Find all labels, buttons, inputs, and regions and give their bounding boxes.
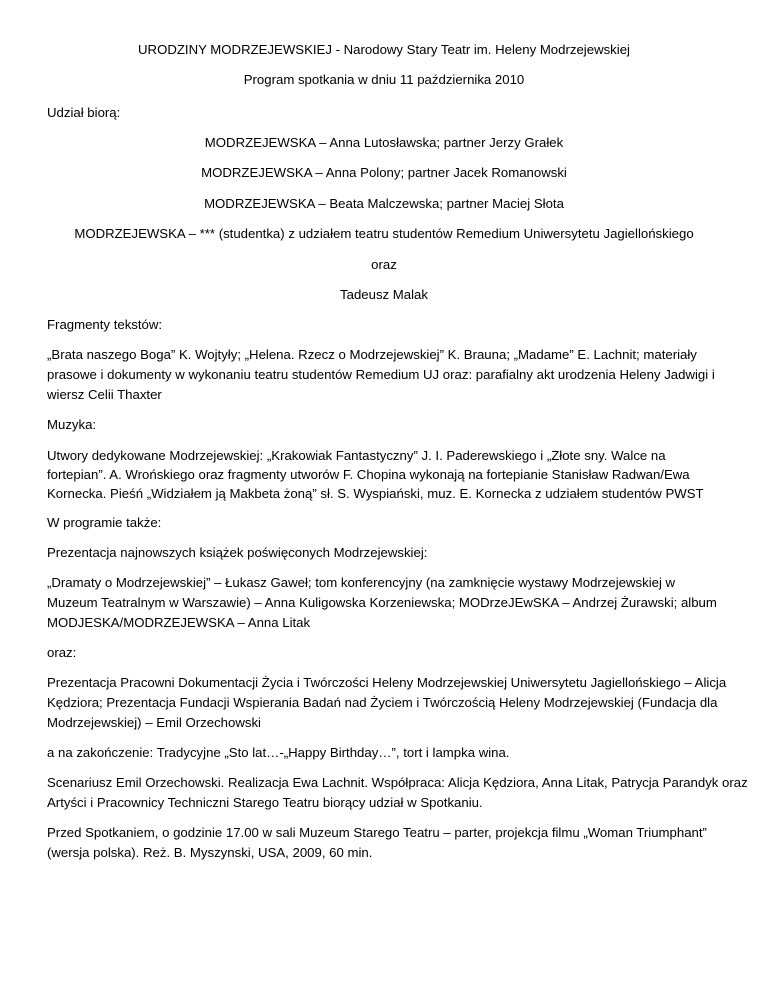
participant-oraz: oraz	[371, 257, 397, 272]
music-line: Utwory dedykowane Modrzejewskiej: „Krakowiak Fantastyczny” J. I. Paderewskiego i „Złote sny. Walce na	[47, 448, 666, 463]
screening-line: Przed Spotkaniem, o godzinie 17.00 w sali Muzeum Starego Teatru – parter, projekcja filmu „Woman Triumphant”	[47, 825, 707, 840]
oraz-label: oraz:	[47, 645, 77, 660]
presentation-line: Modrzejewskiej) – Emil Orzechowski	[47, 715, 261, 730]
books-heading: Prezentacja najnowszych książek poświęconych Modrzejewskiej:	[47, 545, 428, 560]
credits-line: Artyści i Pracownicy Techniczni Starego Teatru biorący udział w Spotkaniu.	[47, 795, 483, 810]
document-subtitle: Program spotkania w dniu 11 października 2010	[243, 72, 525, 87]
participant-line: MODRZEJEWSKA – *** (studentka) z udziałem teatru studentów Remedium Uniwersytetu Jagiellońskiego	[74, 226, 694, 241]
presentation-line: Kędziora; Prezentacja Fundacji Wspierania Badań nad Życiem i Twórczością Heleny Modrzejewskiej (Fundacja dla	[47, 695, 718, 710]
also-heading: W programie także:	[47, 515, 162, 530]
screening-line: (wersja polska). Reż. B. Myszynski, USA, 2009, 60 min.	[47, 845, 373, 860]
participant-line: MODRZEJEWSKA – Beata Malczewska; partner Maciej Słota	[204, 196, 564, 211]
books-line: „Dramaty o Modrzejewskiej” – Łukasz Gaweł; tom konferencyjny (na zamknięcie wystawy Modrzejewskiej w	[47, 575, 676, 590]
participant-line: MODRZEJEWSKA – Anna Polony; partner Jacek Romanowski	[201, 165, 567, 180]
participant-line: MODRZEJEWSKA – Anna Lutosławska; partner Jerzy Grałek	[204, 135, 564, 150]
books-line: Muzeum Teatralnym w Warszawie) – Anna Kuligowska Korzeniewska; MODrzeJEwSKA – Andrzej Żurawski; album	[47, 595, 717, 610]
texts-line: prasowe i dokumenty w wykonaniu teatru studentów Remedium UJ oraz: parafialny akt urodzenia Heleny Jadwigi i	[47, 367, 715, 382]
participant-line: Tadeusz Malak	[340, 287, 428, 302]
music-heading: Muzyka:	[47, 417, 97, 432]
document-title: URODZINY MODRZEJEWSKIEJ - Narodowy Stary Teatr im. Heleny Modrzejewskiej	[138, 42, 630, 57]
texts-heading: Fragmenty tekstów:	[47, 317, 163, 332]
books-line: MODJESKA/MODRZEJEWSKA – Anna Litak	[47, 615, 311, 630]
music-line: Kornecka. Pieśń „Widziałem ją Makbeta żoną” sł. S. Wyspiański, muz. E. Kornecka z udziałem studentów PWST	[47, 486, 704, 501]
texts-line: „Brata naszego Boga” K. Wojtyły; „Helena. Rzecz o Modrzejewskiej” K. Brauna; „Madame” E. Lachnit; materiały	[47, 347, 697, 362]
ending-line: a na zakończenie: Tradycyjne „Sto lat…-„Happy Birthday…”, tort i lampka wina.	[47, 745, 510, 760]
participants-heading: Udział biorą:	[47, 105, 121, 120]
credits-line: Scenariusz Emil Orzechowski. Realizacja Ewa Lachnit. Współpraca: Alicja Kędziora, Anna Litak, Patrycja Parandyk oraz	[47, 775, 748, 790]
presentation-line: Prezentacja Pracowni Dokumentacji Życia i Twórczości Heleny Modrzejewskiej Uniwersytetu Jagiellońskiego – Alicja	[47, 675, 727, 690]
music-line: fortepian”. A. Wrońskiego oraz fragmenty utworów F. Chopina wykonają na fortepianie Stanisław Radwan/Ewa	[47, 467, 690, 482]
texts-line: wiersz Celii Thaxter	[47, 387, 162, 402]
